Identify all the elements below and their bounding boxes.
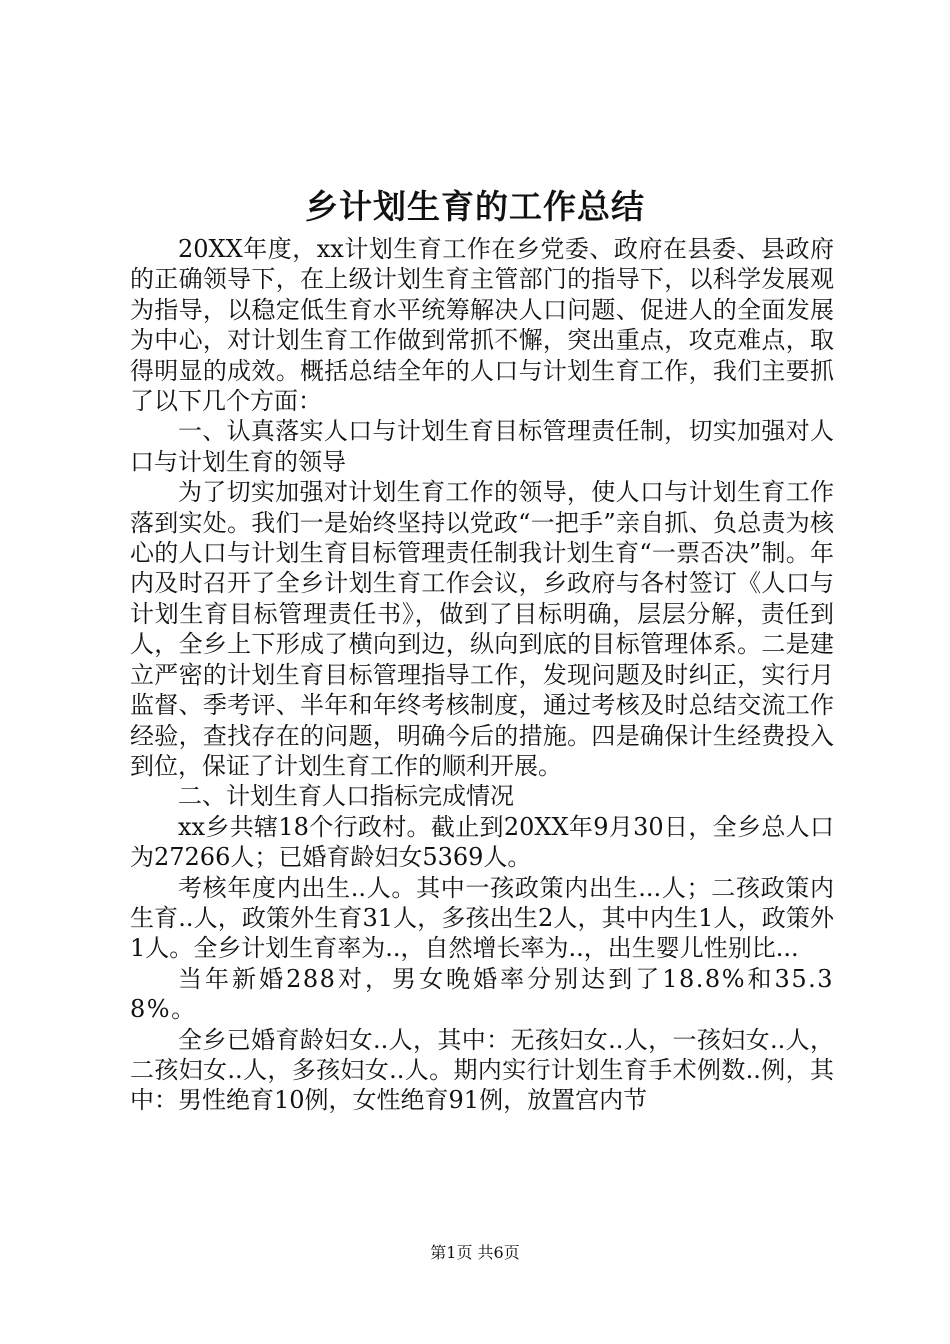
document-body — [130, 234, 834, 1116]
document-title: 乡计划生育的工作总结 — [305, 187, 645, 226]
paragraph-births: 考核年度内出生..人。其中一孩政策内出生...人；二孩政策内生育..人，政策外生育31人，多孩出生2人，其中内生1人，政策外1人。全乡计划生育率为..，自然增长率为..，出生婴儿性别比... — [130, 873, 834, 963]
section-heading-2: 二、计划生育人口指标完成情况 — [178, 782, 514, 811]
section-heading-1: 一、认真落实人口与计划生育目标管理责任制，切实加强对人口与计划生育的领导 — [130, 417, 834, 476]
paragraph-women: 全乡已婚育龄妇女..人，其中：无孩妇女..人，一孩妇女..人，二孩妇女..人，多孩妇女..人。期内实行计划生育手术例数..例，其中：男性绝育10例，女性绝育91例，放置宫内节 — [130, 1025, 834, 1115]
paragraph-population: xx乡共辖18个行政村。截止到20XX年9月30日，全乡总人口为27266人；已婚育龄妇女5369人。 — [130, 812, 834, 872]
paragraph-marriage: 当年新婚288对，男女晚婚率分别达到了18.8%和35.38%。 — [130, 964, 834, 1024]
page-number: 第1页 共6页 — [430, 1243, 520, 1262]
paragraph-leadership: 为了切实加强对计划生育工作的领导，使人口与计划生育工作落到实处。我们一是始终坚持以党政“一把手”亲自抓、负总责为核心的人口与计划生育目标管理责任制我计划生育“一票否决”制。年内及时召开了全乡计划生育工作会议，乡政府与各村签订《人口与计划生育目标管理责任书》，做到了目标明确，层层分解，责任到人，全乡上下形成了横向到边，纵向到底的目标管理体系。二是建立严密的计划生育目标管理指导工作，发现问题及时纠正，实行月监督、季考评、半年和年终考核制度，通过考核及时总结交流工作经验，查找存在的问题，明确今后的措施。四是确保计生经费投入到位，保证了计划生育工作的顺利开展。 — [130, 478, 834, 780]
paragraph-intro: 20XX年度，xx计划生育工作在乡党委、政府在县委、县政府的正确领导下，在上级计划生育主管部门的指导下，以科学发展观为指导，以稳定低生育水平统筹解决人口问题、促进人的全面发展为中心，对计划生育工作做到常抓不懈，突出重点，攻克难点，取得明显的成效。概括总结全年的人口与计划生育工作，我们主要抓了以下几个方面： — [130, 235, 834, 416]
